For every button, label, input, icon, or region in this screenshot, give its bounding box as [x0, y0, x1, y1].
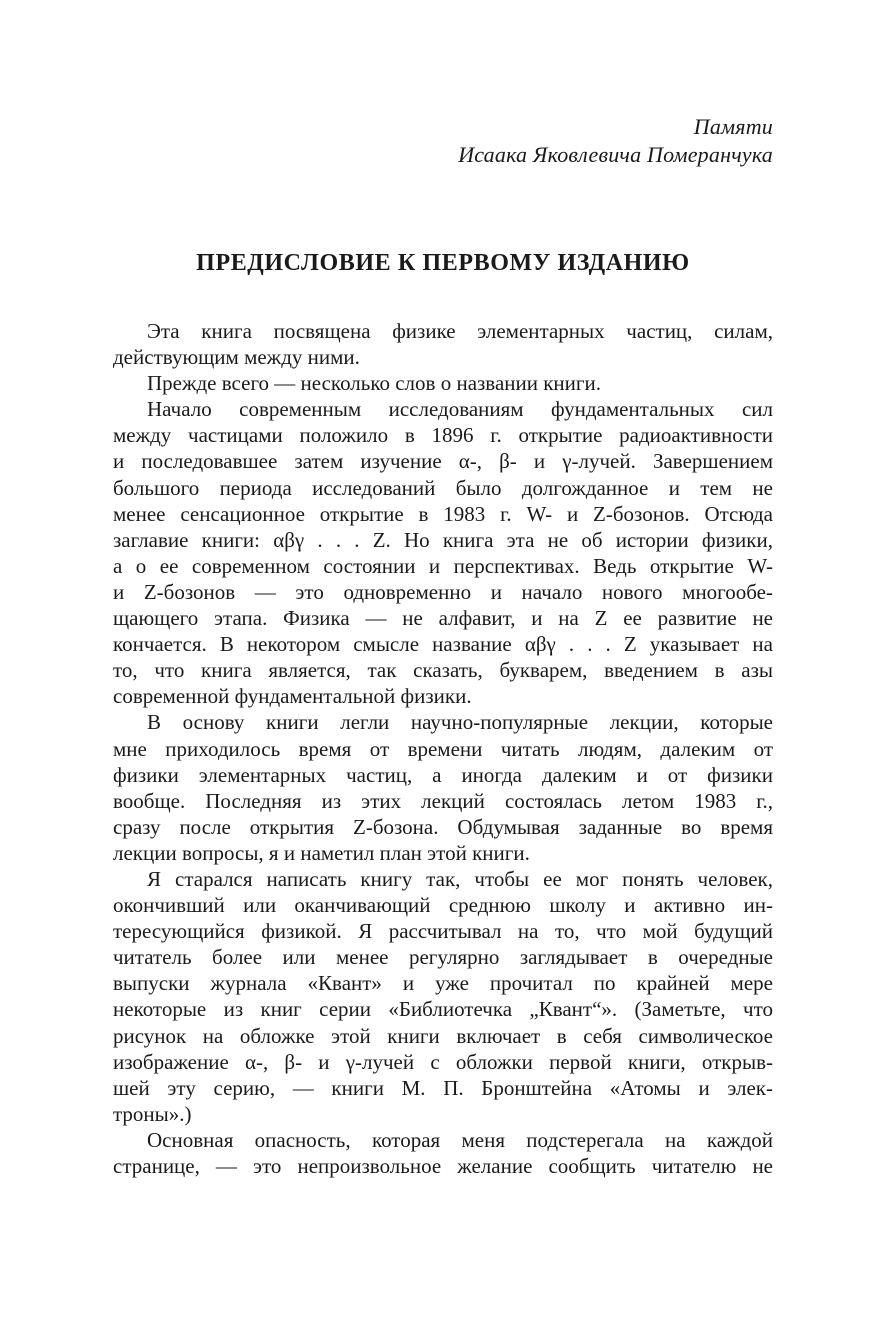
page-title: ПРЕДИСЛОВИЕ К ПЕРВОМУ ИЗДАНИЮ [196, 250, 690, 276]
text-line: то, что книга является, так сказать, букварем, введением в азы [113, 658, 773, 683]
text-line: Я старался написать книгу так, чтобы ее мог понять человек, [147, 866, 773, 891]
body-text [113, 318, 773, 1179]
text-line: а о ее современном состоянии и перспективах. Ведь открытие W- [113, 553, 773, 578]
text-line: мне приходилось время от времени читать людям, далеким от [113, 736, 773, 761]
text-line: рисунок на обложке этой книги включает в себя символическое [113, 1023, 773, 1048]
text-line: между частицами положило в 1896 г. открытие радиоактивности [113, 423, 773, 448]
text-line: лекции вопросы, я и наметил план этой книги. [113, 840, 530, 865]
text-line: читатель более или менее регулярно заглядывает в очередные [113, 945, 773, 970]
text-line: странице, — это непроизвольное желание сообщить читателю не [113, 1154, 773, 1178]
text-line: действующим между ними. [113, 345, 360, 370]
text-line: В основу книги легли научно-популярные лекции, которые [147, 710, 773, 735]
text-line: щающего этапа. Физика — не алфавит, и на Z ее развитие не [113, 606, 773, 631]
dedication-line-1: Памяти [693, 114, 773, 139]
text-line: современной фундаментальной физики. [113, 684, 472, 709]
text-line: троны».) [113, 1101, 192, 1126]
text-line: и Z-бозонов — это одновременно и начало нового многообе- [113, 579, 773, 604]
text-line: некоторые из книг серии «Библиотечка „Квант“». (Заметьте, что [113, 997, 773, 1022]
text-line: шей эту серию, — книги М. П. Бронштейна «Атомы и элек- [113, 1075, 773, 1100]
text-line: Прежде всего — несколько слов о названии книги. [147, 371, 602, 396]
text-line: Основная опасность, которая меня подстерегала на каждой [147, 1127, 773, 1152]
text-line: заглавие книги: αβγ . . . Z. Но книга эта не об истории физики, [113, 527, 773, 552]
text-line: изображение α-, β- и γ-лучей с обложки первой книги, открыв- [113, 1049, 773, 1074]
text-line: тересующийся физикой. Я рассчитывал на то, что мой будущий [113, 919, 773, 944]
text-line: и последовавшее затем изучение α-, β- и γ-лучей. Завершением [113, 449, 773, 474]
text-line: физики элементарных частиц, а иногда далеким и от физики [113, 762, 773, 787]
text-line: большого периода исследований было долгожданное и тем не [113, 475, 773, 500]
text-line: окончивший или оканчивающий среднюю школу и активно ин- [113, 893, 773, 918]
text-line: кончается. В некотором смысле название αβγ . . . Z указывает на [113, 632, 773, 657]
text-line: выпуски журнала «Квант» и уже прочитал по крайней мере [113, 971, 773, 996]
dedication [458, 113, 773, 169]
text-line: вообще. Последняя из этих лекций состоялась летом 1983 г., [113, 788, 773, 813]
text-line: Начало современным исследованиям фундаментальных сил [147, 397, 773, 422]
text-line: сразу после открытия Z-бозона. Обдумывая заданные во время [113, 814, 773, 839]
text-line: менее сенсационное открытие в 1983 г. W- и Z-бозонов. Отсюда [113, 501, 773, 526]
dedication-line-2: Исаака Яковлевича Померанчука [458, 142, 773, 167]
text-line: Эта книга посвящена физике элементарных частиц, силам, [147, 319, 773, 343]
